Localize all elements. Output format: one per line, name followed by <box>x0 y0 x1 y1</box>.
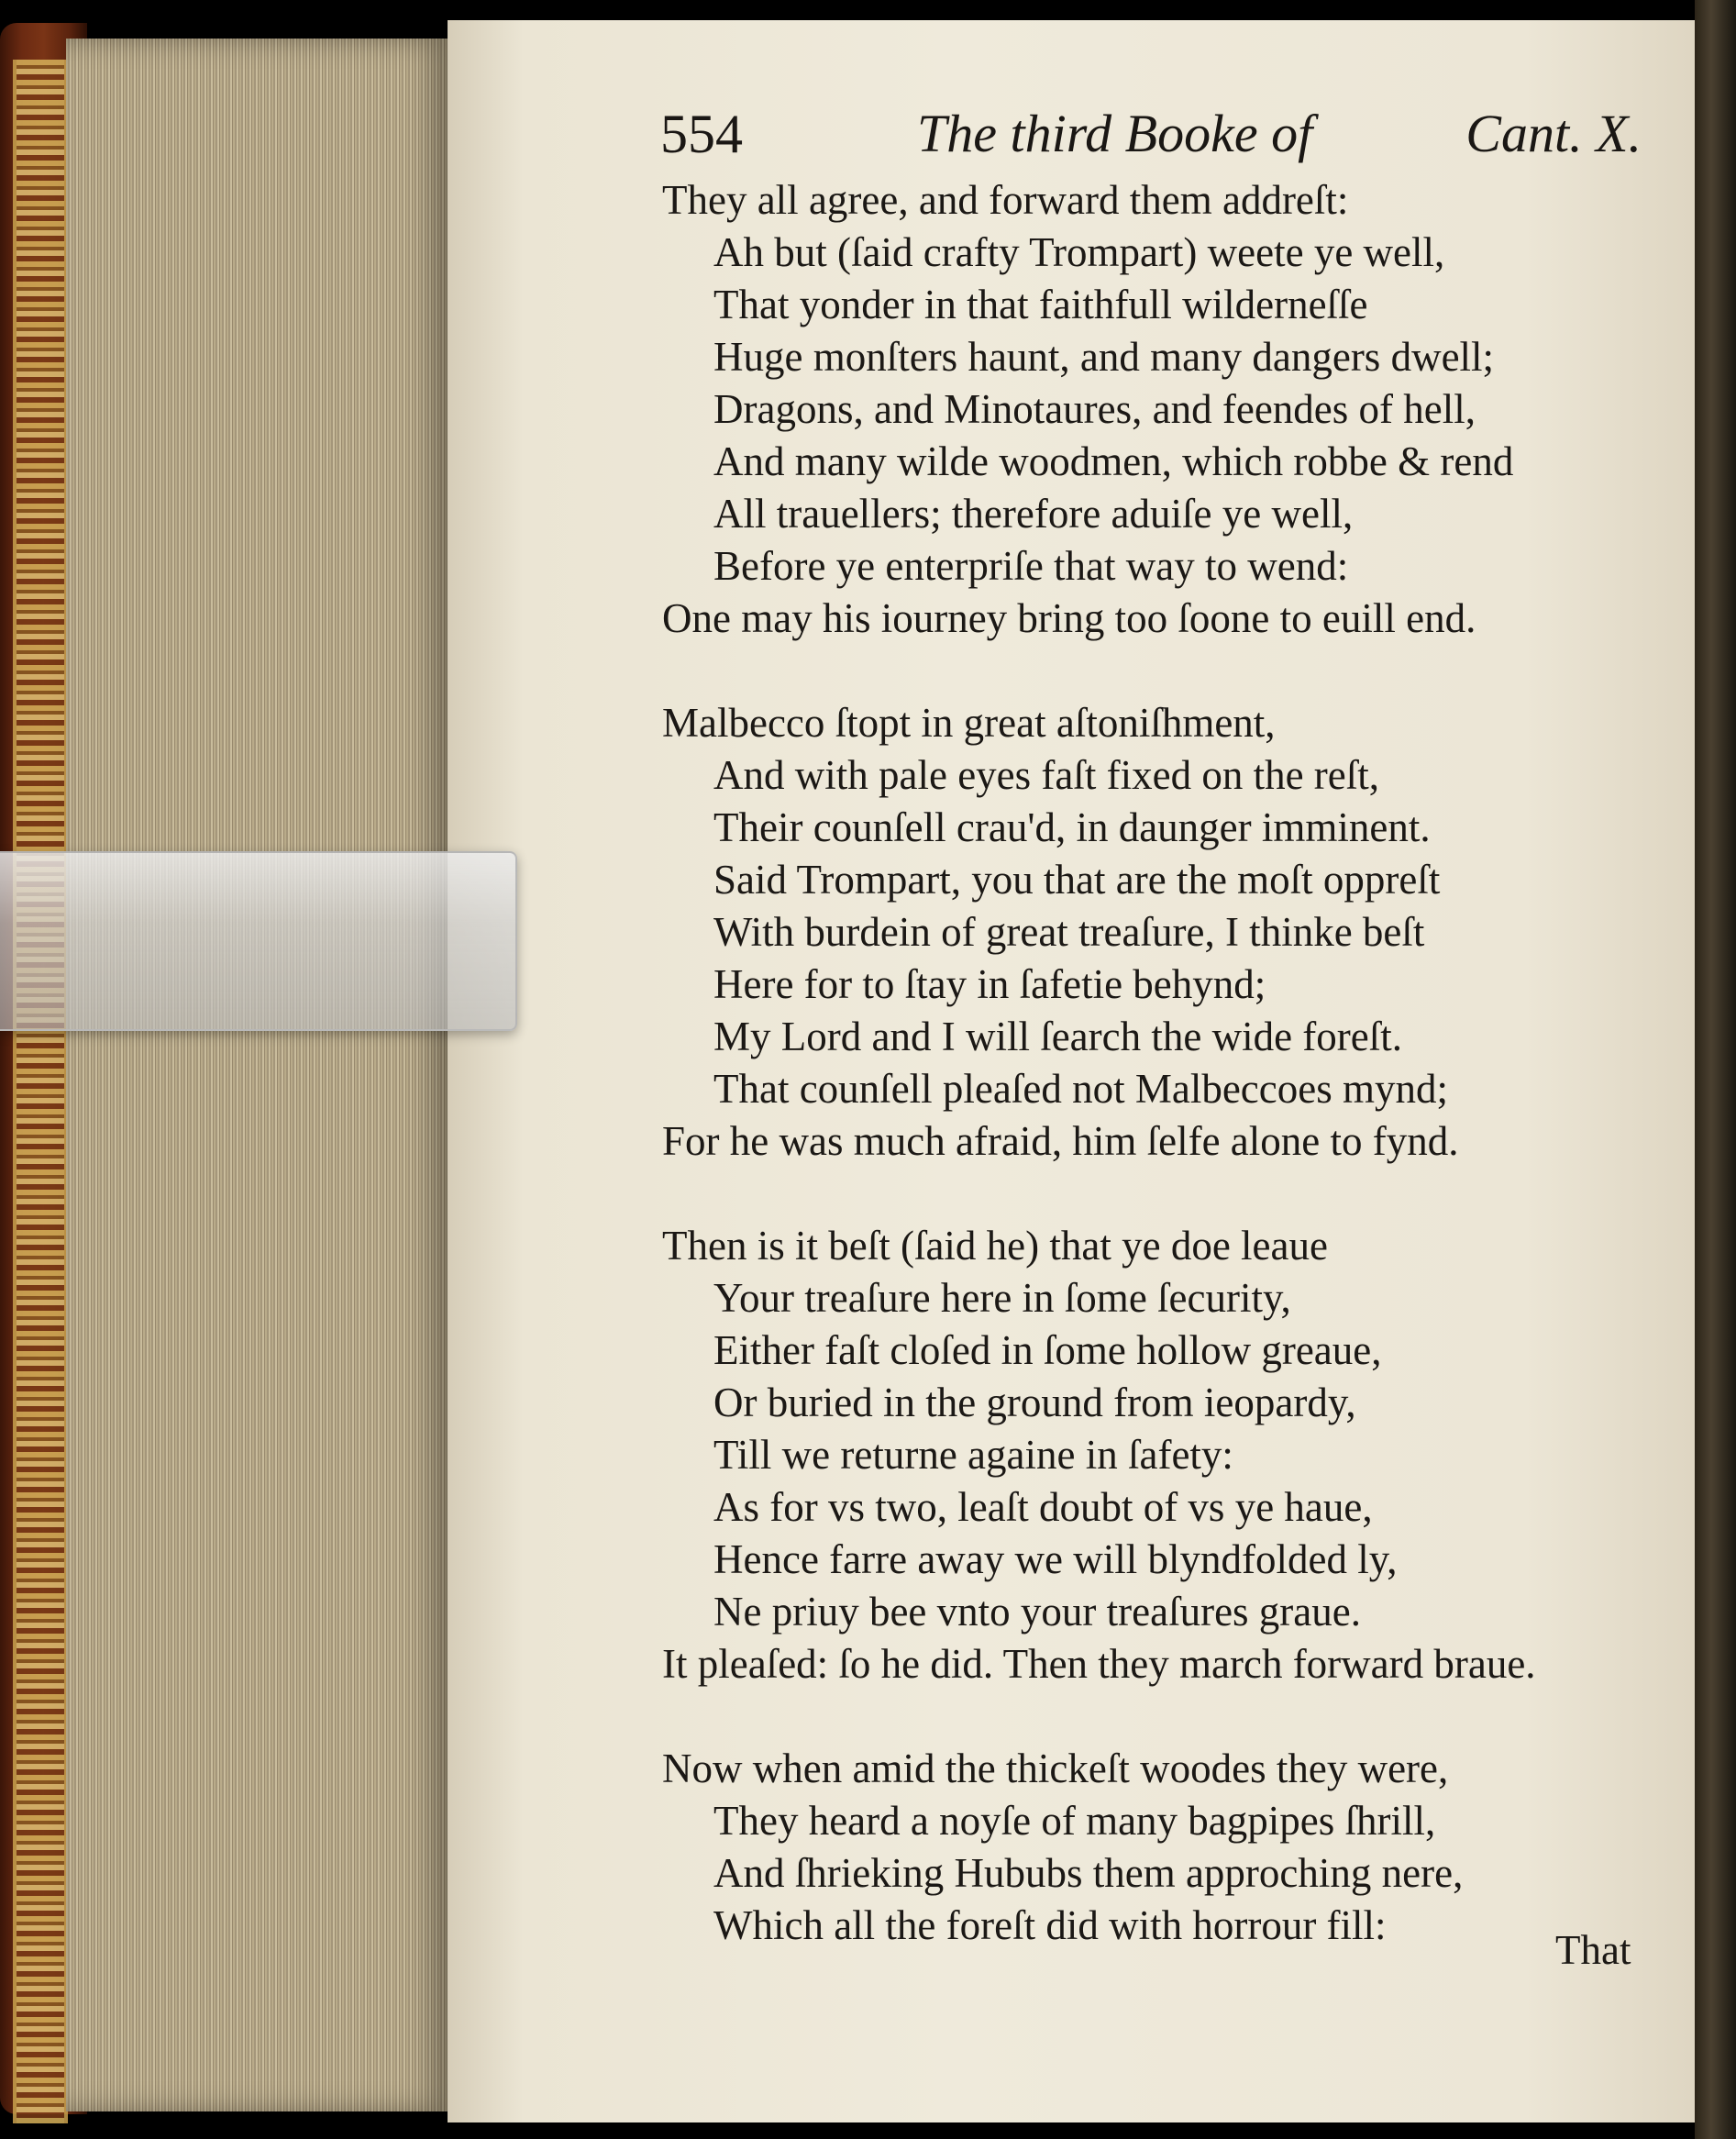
facing-page-edge <box>1695 0 1736 2139</box>
catchword: That <box>1555 1927 1631 1973</box>
verse-line: My Lord and I will ſearch the wide foreſt. <box>713 1014 1403 1059</box>
gilt-border-decoration <box>13 60 68 2123</box>
stanza <box>662 697 1653 1168</box>
verse-line: Till we returne againe in ſafety: <box>713 1432 1233 1478</box>
verse-line: That yonder in that faithfull wilderneſſe <box>713 282 1368 327</box>
verse-line: Malbecco ſtopt in great aſtoniſhment, <box>662 700 1276 746</box>
page-fore-edge <box>66 39 451 2111</box>
verse-line: Or buried in the ground from ieopardy, <box>713 1380 1356 1425</box>
verse-line: Now when amid the thickeſt woodes they were, <box>662 1746 1449 1791</box>
verse-line: They all agree, and forward them addreſt: <box>662 177 1349 223</box>
book-clip <box>0 851 517 1031</box>
verse-line: As for vs two, leaſt doubt of vs ye haue, <box>713 1484 1373 1530</box>
verse-line: Ah but (ſaid crafty Trompart) weete ye well, <box>713 229 1445 275</box>
verse-line: Huge monſters haunt, and many dangers dwell; <box>713 334 1495 380</box>
stanza <box>662 1220 1653 1690</box>
verse-line: Their counſell crau'd, in daunger imminent. <box>713 804 1431 850</box>
verse-line: For he was much afraid, him ſelfe alone to fynd. <box>662 1118 1459 1164</box>
verse-line: Before ye enterpriſe that way to wend: <box>713 543 1349 589</box>
verse-line: Ne priuy bee vnto your treaſures graue. <box>713 1589 1361 1635</box>
verse-line: They heard a noyſe of many bagpipes ſhrill, <box>713 1798 1436 1844</box>
verse-line: Hence farre away we will blyndfolded ly, <box>713 1536 1398 1582</box>
page-number: 554 <box>660 104 743 164</box>
verse-line: Dragons, and Minotaures, and feendes of hell, <box>713 386 1476 432</box>
verse-line: That counſell pleaſed not Malbeccoes mynd; <box>713 1066 1448 1112</box>
stanza <box>662 174 1653 645</box>
page-header <box>660 103 1642 176</box>
verse-line: Then is it beſt (ſaid he) that ye doe leaue <box>662 1223 1328 1269</box>
poem-text <box>662 174 1653 2004</box>
verse-line: It pleaſed: ſo he did. Then they march forward braue. <box>662 1641 1536 1687</box>
verse-line: Said Trompart, you that are the moſt oppreſt <box>713 857 1441 903</box>
verse-line: And many wilde woodmen, which robbe & rend <box>713 438 1514 484</box>
verse-line: All trauellers; therefore aduiſe ye well, <box>713 491 1354 537</box>
canto-label: Cant. X. <box>1465 104 1642 163</box>
verse-line: And with pale eyes faſt fixed on the reſt, <box>713 752 1380 798</box>
verse-line: Here for to ſtay in ſafetie behynd; <box>713 961 1266 1007</box>
verse-line: Your treaſure here in ſome ſecurity, <box>713 1275 1291 1321</box>
stanza <box>662 1743 1653 1952</box>
verse-line: Which all the foreſt did with horrour fill: <box>713 1902 1387 1948</box>
running-title: The third Booke of <box>917 104 1313 163</box>
verse-line: With burdein of great treaſure, I thinke beſt <box>713 909 1425 955</box>
verse-line: One may his iourney bring too ſoone to euill end. <box>662 595 1476 641</box>
verse-line: And ſhrieking Hububs them approching nere, <box>713 1850 1464 1896</box>
verse-line: Either faſt cloſed in ſome hollow greaue, <box>713 1327 1382 1373</box>
